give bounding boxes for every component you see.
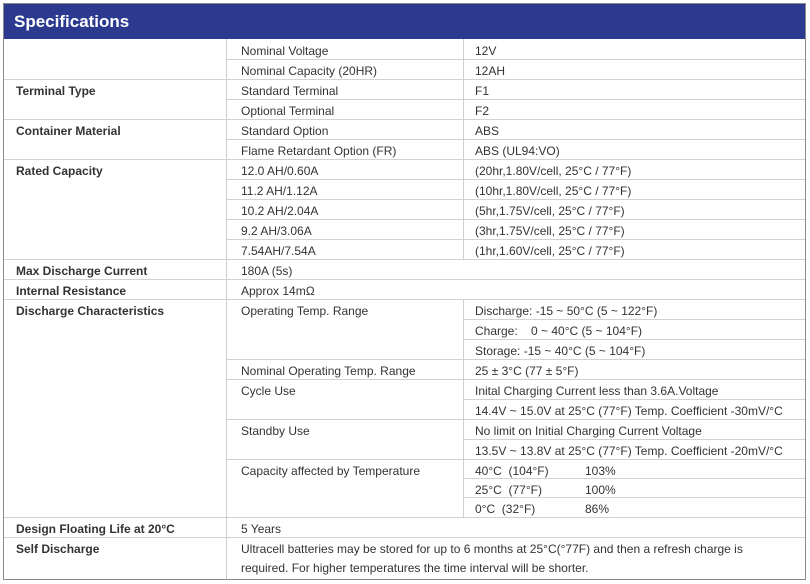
flame-retardant-value: ABS (UL94:VO)	[475, 144, 560, 158]
nominal-operating-temp-value: 25 ± 3°C (77 ± 5°F)	[475, 364, 579, 378]
optional-terminal-value: F2	[475, 104, 490, 118]
standard-terminal-label: Standard Terminal	[241, 84, 339, 98]
standby-use-label: Standby Use	[241, 424, 310, 438]
operating-temp-charge: Charge: 0 ~ 40°C (5 ~ 104°F)	[475, 324, 643, 338]
rated-capacity-rate: 10.2 AH/2.04A	[241, 204, 319, 218]
panel-title: Specifications	[4, 4, 805, 39]
standby-use-line2: 13.5V ~ 13.8V at 25°C (77°F) Temp. Coefficient -20mV/°C	[475, 444, 783, 458]
nominal-capacity-value: 12AH	[475, 64, 506, 78]
cycle-use-line1: Inital Charging Current less than 3.6A.Voltage	[475, 384, 719, 398]
row-divider	[463, 339, 805, 340]
row-divider	[463, 497, 805, 498]
row-divider	[226, 179, 805, 180]
cycle-use-label: Cycle Use	[241, 384, 296, 398]
row-divider	[4, 299, 805, 300]
row-divider	[226, 379, 805, 380]
operating-temp-storage: Storage: -15 ~ 40°C (5 ~ 104°F)	[475, 344, 646, 358]
row-divider	[226, 59, 805, 60]
row-divider	[463, 319, 805, 320]
rated-capacity-heading: Rated Capacity	[16, 164, 103, 178]
capacity-temp-temperature: 40°C (104°F)	[475, 464, 549, 478]
rated-capacity-condition: (1hr,1.60V/cell, 25°C / 77°F)	[475, 244, 625, 258]
rated-capacity-rate: 11.2 AH/1.12A	[241, 184, 318, 198]
row-divider	[463, 439, 805, 440]
design-floating-life-heading: Design Floating Life at 20°C	[16, 522, 175, 536]
rated-capacity-condition: (20hr,1.80V/cell, 25°C / 77°F)	[475, 164, 632, 178]
row-divider	[4, 537, 805, 538]
row-divider	[226, 139, 805, 140]
nominal-capacity-label: Nominal Capacity (20HR)	[241, 64, 378, 78]
specifications-panel	[3, 3, 806, 580]
row-divider	[4, 259, 805, 260]
column-divider	[463, 39, 464, 81]
nominal-voltage-label: Nominal Voltage	[241, 44, 329, 58]
capacity-temp-label: Capacity affected by Temperature	[241, 464, 420, 478]
row-divider	[463, 478, 805, 479]
standard-option-label: Standard Option	[241, 124, 329, 138]
row-divider	[4, 279, 805, 280]
row-divider	[226, 419, 805, 420]
column-divider	[463, 159, 464, 259]
rated-capacity-rate: 7.54AH/7.54A	[241, 244, 316, 258]
row-divider	[226, 359, 805, 360]
row-divider	[4, 517, 805, 518]
standby-use-line1: No limit on Initial Charging Current Voltage	[475, 424, 702, 438]
flame-retardant-label: Flame Retardant Option (FR)	[241, 144, 397, 158]
internal-resistance-heading: Internal Resistance	[16, 284, 127, 298]
optional-terminal-label: Optional Terminal	[241, 104, 335, 118]
nominal-operating-temp-label: Nominal Operating Temp. Range	[241, 364, 416, 378]
row-divider	[226, 239, 805, 240]
row-divider	[226, 199, 805, 200]
max-discharge-heading: Max Discharge Current	[16, 264, 148, 278]
row-divider	[226, 459, 805, 460]
container-material-heading: Container Material	[16, 124, 121, 138]
capacity-temp-percent: 100%	[585, 483, 616, 497]
row-divider	[4, 159, 805, 160]
self-discharge-heading: Self Discharge	[16, 542, 100, 556]
rated-capacity-condition: (5hr,1.75V/cell, 25°C / 77°F)	[475, 204, 625, 218]
rated-capacity-condition: (10hr,1.80V/cell, 25°C / 77°F)	[475, 184, 632, 198]
cycle-use-line2: 14.4V ~ 15.0V at 25°C (77°F) Temp. Coefficient -30mV/°C	[475, 404, 783, 418]
self-discharge-line2: required. For higher temperatures the time interval will be shorter.	[241, 561, 589, 575]
internal-resistance-value: Approx 14mΩ	[241, 284, 315, 298]
operating-temp-label: Operating Temp. Range	[241, 304, 369, 318]
standard-option-value: ABS	[475, 124, 500, 138]
design-floating-life-value: 5 Years	[241, 522, 282, 536]
rated-capacity-rate: 9.2 AH/3.06A	[241, 224, 312, 238]
capacity-temp-percent: 103%	[585, 464, 616, 478]
capacity-temp-percent: 86%	[585, 502, 610, 516]
row-divider	[463, 399, 805, 400]
standard-terminal-value: F1	[475, 84, 490, 98]
operating-temp-discharge: Discharge: -15 ~ 50°C (5 ~ 122°F)	[475, 304, 658, 318]
capacity-temp-temperature: 0°C (32°F)	[475, 502, 536, 516]
column-divider	[226, 39, 227, 580]
row-divider	[4, 79, 805, 80]
rated-capacity-condition: (3hr,1.75V/cell, 25°C / 77°F)	[475, 224, 625, 238]
terminal-type-heading: Terminal Type	[16, 84, 96, 98]
max-discharge-value: 180A (5s)	[241, 264, 293, 278]
nominal-voltage-value: 12V	[475, 44, 497, 58]
row-divider	[226, 99, 805, 100]
row-divider	[4, 119, 805, 120]
self-discharge-line1: Ultracell batteries may be stored for up to 6 months at 25°C(°77F) and then a refresh charge is	[241, 542, 743, 556]
row-divider	[226, 219, 805, 220]
rated-capacity-rate: 12.0 AH/0.60A	[241, 164, 319, 178]
column-divider	[463, 299, 464, 517]
capacity-temp-temperature: 25°C (77°F)	[475, 483, 542, 497]
discharge-characteristics-heading: Discharge Characteristics	[16, 304, 165, 318]
